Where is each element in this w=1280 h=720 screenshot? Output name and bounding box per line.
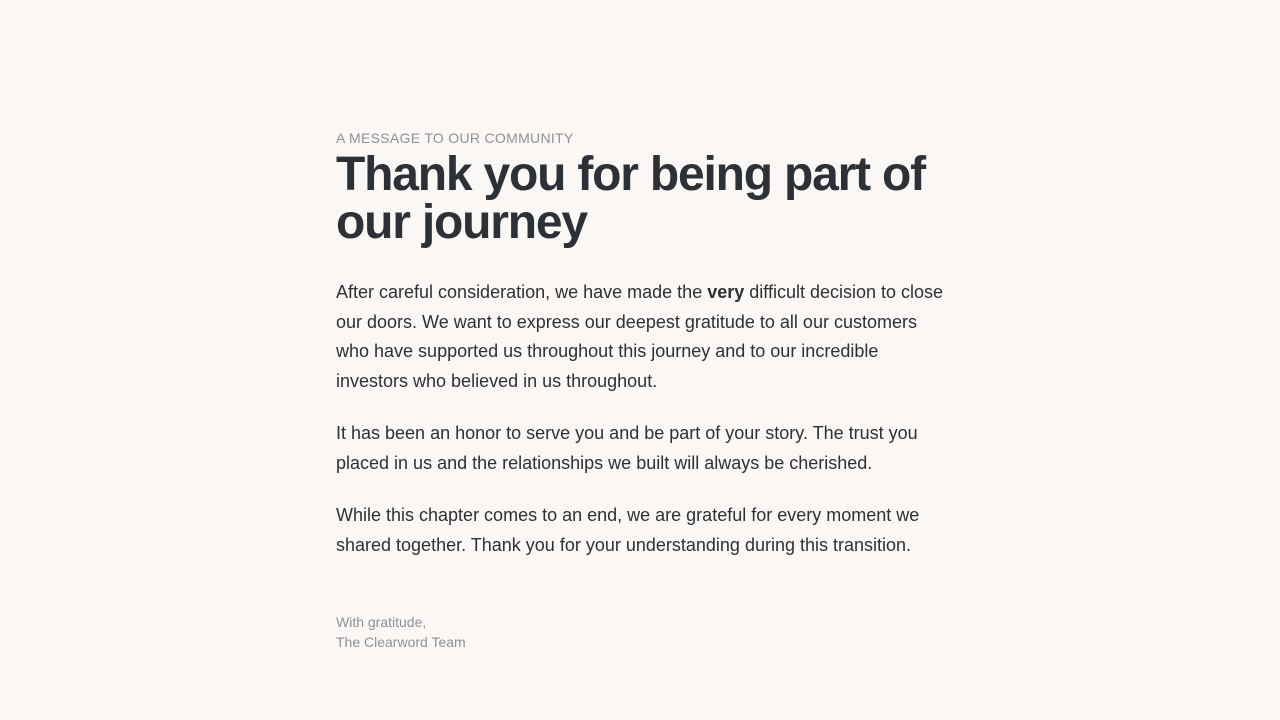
paragraph-text-after: difficult decision to close our doors. We want to express our deepest gratitude to all our customers who have supported us throughout this journey and to our incredible investors who believed in us throughout.: [336, 282, 944, 391]
emphasis-text: very: [707, 282, 745, 302]
signoff-closing: With gratitude,: [336, 614, 427, 630]
paragraph-honor: It has been an honor to serve you and be part of your story. The trust you placed in us and the relationships we built will always be cherished.: [336, 423, 918, 473]
signoff-signature: The Clearword Team: [336, 634, 466, 650]
signoff: [336, 612, 946, 652]
message-body: [336, 278, 946, 560]
page-title: Thank you for being part of our journey: [336, 148, 925, 249]
paragraph-chapter-end: While this chapter comes to an end, we are grateful for every moment we shared together. Thank you for your understanding during this transition.: [336, 505, 920, 555]
eyebrow-label: A MESSAGE TO OUR COMMUNITY: [336, 130, 574, 146]
message-content: [336, 128, 946, 652]
paragraph-text-before: After careful consideration, we have made the: [336, 282, 708, 302]
paragraph-closing-announcement: [336, 278, 946, 396]
